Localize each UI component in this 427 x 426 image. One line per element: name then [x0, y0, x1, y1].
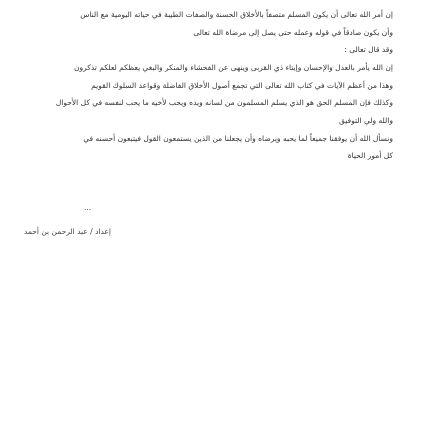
body-line-1: إن أمر الله تعالى أن يكون المسلم متصفاً بالأخلاق الحسنة والصفات الطيبة في حياته اليومية مع الناس [80, 10, 393, 19]
signature-line: إعداد / عبد الرحمن بن أحمد [23, 227, 111, 236]
body-line-5: وهذا من أعظم الآيات في كتاب الله تعالى التي تجمع أصول الأخلاق الفاضلة وقواعد السلوك القويم [91, 81, 393, 90]
body-line-7: والله ولي التوفيق [338, 116, 393, 125]
body-line-9: كل أمور الحياة [347, 151, 393, 160]
body-line-8: ونسأل الله أن يوفقنا جميعاً لما يحبه ويرضاه وأن يجعلنا من الذين يستمعون القول فيتبعون أحسنه في [83, 134, 393, 143]
body-line-6: وكذلك فإن المسلم الحق هو الذي يسلم المسلمون من لسانه ويده ويحب لأخيه ما يحب لنفسه في كل الأحوال [55, 98, 393, 107]
closing-marker: ... [84, 203, 92, 212]
body-line-2: وأن يكون صادقاً في قوله وعمله حتى يصل إلى مرضاة الله تعالى [193, 28, 393, 37]
body-line-3: وقد قال تعالى : [344, 45, 393, 54]
body-line-4: إن الله يأمر بالعدل والإحسان وإيتاء ذي القربى وينهى عن الفحشاء والمنكر والبغي يعظكم لعلكم تذكرون [74, 63, 393, 72]
